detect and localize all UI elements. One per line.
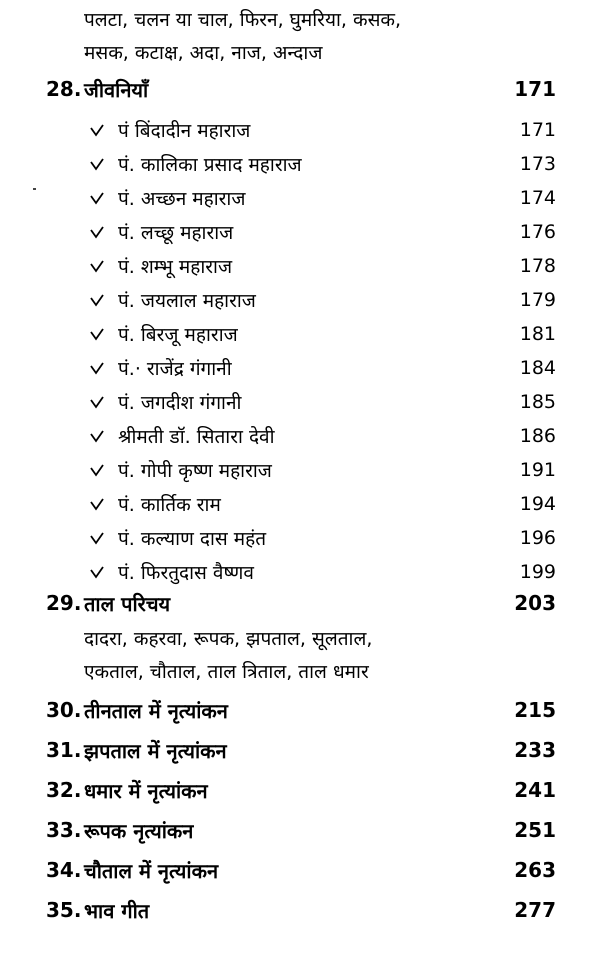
toc-subitem-row[interactable] <box>0 351 600 385</box>
subitem-title: पं. जगदीश गंगानी <box>118 392 242 414</box>
toc-subitem-row[interactable] <box>0 181 600 215</box>
check-mark-icon <box>90 361 104 375</box>
chapter-number: 32. <box>46 778 82 802</box>
subitem-title: पं. शम्भू महाराज <box>118 256 233 278</box>
subitem-title: पं. अच्छन महाराज <box>118 188 246 210</box>
toc-subitem-row[interactable] <box>0 555 600 589</box>
toc-subitem-row[interactable] <box>0 249 600 283</box>
chapter-page-number: 263 <box>514 858 556 882</box>
subitem-page-number: 174 <box>519 187 556 209</box>
chapter-page-number: 203 <box>514 591 556 615</box>
chapter-title: रूपक नृत्यांकन <box>84 818 194 843</box>
toc-subitem-row[interactable] <box>0 487 600 521</box>
toc-subitem-row[interactable] <box>0 419 600 453</box>
subitem-title: पं.· राजेंद्र गंगानी <box>118 358 232 380</box>
subitem-title: पं. लच्छू महाराज <box>118 222 234 244</box>
toc-chapter-row[interactable] <box>0 693 600 727</box>
subitem-title: पं. गोपी कृष्ण महाराज <box>118 460 272 482</box>
chapter-number: 34. <box>46 858 82 882</box>
chapter-page-number: 215 <box>514 698 556 722</box>
toc-chapter-row[interactable] <box>0 813 600 847</box>
chapter-title: झपताल में नृत्यांकन <box>84 738 227 763</box>
check-mark-icon <box>90 225 104 239</box>
chapter-title: चौताल में नृत्यांकन <box>84 858 219 883</box>
check-mark-icon <box>90 259 104 273</box>
tala-text: एकताल, चौताल, ताल त्रिताल, ताल धमार <box>84 661 369 683</box>
intro-line <box>0 2 600 36</box>
tala-line <box>0 621 600 655</box>
toc-chapter-row[interactable] <box>0 853 600 887</box>
chapter-number: 28. <box>46 77 82 101</box>
scan-speck <box>33 188 36 190</box>
toc-chapter-row[interactable] <box>0 773 600 807</box>
toc-subitem-row[interactable] <box>0 385 600 419</box>
toc-subitem-row[interactable] <box>0 453 600 487</box>
chapter-number: 31. <box>46 738 82 762</box>
check-mark-icon <box>90 565 104 579</box>
intro-text: मसक, कटाक्ष, अदा, नाज, अन्दाज <box>84 42 323 64</box>
subitem-page-number: 199 <box>519 561 556 583</box>
subitem-page-number: 191 <box>519 459 556 481</box>
intro-line <box>0 35 600 69</box>
subitem-page-number: 179 <box>519 289 556 311</box>
chapter-page-number: 277 <box>514 898 556 922</box>
toc-subitem-row[interactable] <box>0 317 600 351</box>
toc-chapter-row[interactable] <box>0 586 600 620</box>
chapter-number: 30. <box>46 698 82 722</box>
subitem-page-number: 176 <box>519 221 556 243</box>
subitem-page-number: 186 <box>519 425 556 447</box>
chapter-title: भाव गीत <box>84 898 150 923</box>
tala-line <box>0 654 600 688</box>
subitem-title: पं. बिरजू महाराज <box>118 324 238 346</box>
chapter-page-number: 233 <box>514 738 556 762</box>
toc-subitem-row[interactable] <box>0 283 600 317</box>
subitem-page-number: 171 <box>519 119 556 141</box>
toc-subitem-row[interactable] <box>0 521 600 555</box>
toc-chapter-row[interactable] <box>0 72 600 106</box>
tala-text: दादरा, कहरवा, रूपक, झपताल, सूलताल, <box>84 628 373 650</box>
subitem-title: पं. कार्तिक राम <box>118 494 221 516</box>
chapter-number: 35. <box>46 898 82 922</box>
subitem-page-number: 178 <box>519 255 556 277</box>
chapter-number: 33. <box>46 818 82 842</box>
toc-subitem-row[interactable] <box>0 215 600 249</box>
check-mark-icon <box>90 531 104 545</box>
check-mark-icon <box>90 327 104 341</box>
check-mark-icon <box>90 429 104 443</box>
chapter-page-number: 171 <box>514 77 556 101</box>
subitem-page-number: 194 <box>519 493 556 515</box>
subitem-page-number: 196 <box>519 527 556 549</box>
check-mark-icon <box>90 123 104 137</box>
chapter-title: ताल परिचय <box>84 591 171 616</box>
check-mark-icon <box>90 191 104 205</box>
subitem-title: पं. जयलाल महाराज <box>118 290 256 312</box>
check-mark-icon <box>90 293 104 307</box>
intro-text: पलटा, चलन या चाल, फिरन, घुमरिया, कसक, <box>84 9 402 31</box>
subitem-page-number: 185 <box>519 391 556 413</box>
check-mark-icon <box>90 157 104 171</box>
chapter-title: तीनताल में नृत्यांकन <box>84 698 228 723</box>
subitem-page-number: 181 <box>519 323 556 345</box>
subitem-page-number: 173 <box>519 153 556 175</box>
chapter-title: जीवनियाँ <box>84 77 149 102</box>
toc-subitem-row[interactable] <box>0 113 600 147</box>
check-mark-icon <box>90 497 104 511</box>
toc-chapter-row[interactable] <box>0 733 600 767</box>
chapter-page-number: 241 <box>514 778 556 802</box>
subitem-title: पं बिंदादीन महाराज <box>118 120 251 142</box>
check-mark-icon <box>90 395 104 409</box>
chapter-page-number: 251 <box>514 818 556 842</box>
subitem-title: पं. कल्याण दास महंत <box>118 528 267 550</box>
chapter-title: धमार में नृत्यांकन <box>84 778 208 803</box>
check-mark-icon <box>90 463 104 477</box>
chapter-number: 29. <box>46 591 82 615</box>
subitem-page-number: 184 <box>519 357 556 379</box>
toc-subitem-row[interactable] <box>0 147 600 181</box>
subitem-title: पं. फिरतुदास वैष्णव <box>118 562 254 584</box>
toc-chapter-row[interactable] <box>0 893 600 927</box>
subitem-title: श्रीमती डॉ. सितारा देवी <box>118 426 275 448</box>
subitem-title: पं. कालिका प्रसाद महाराज <box>118 154 302 176</box>
